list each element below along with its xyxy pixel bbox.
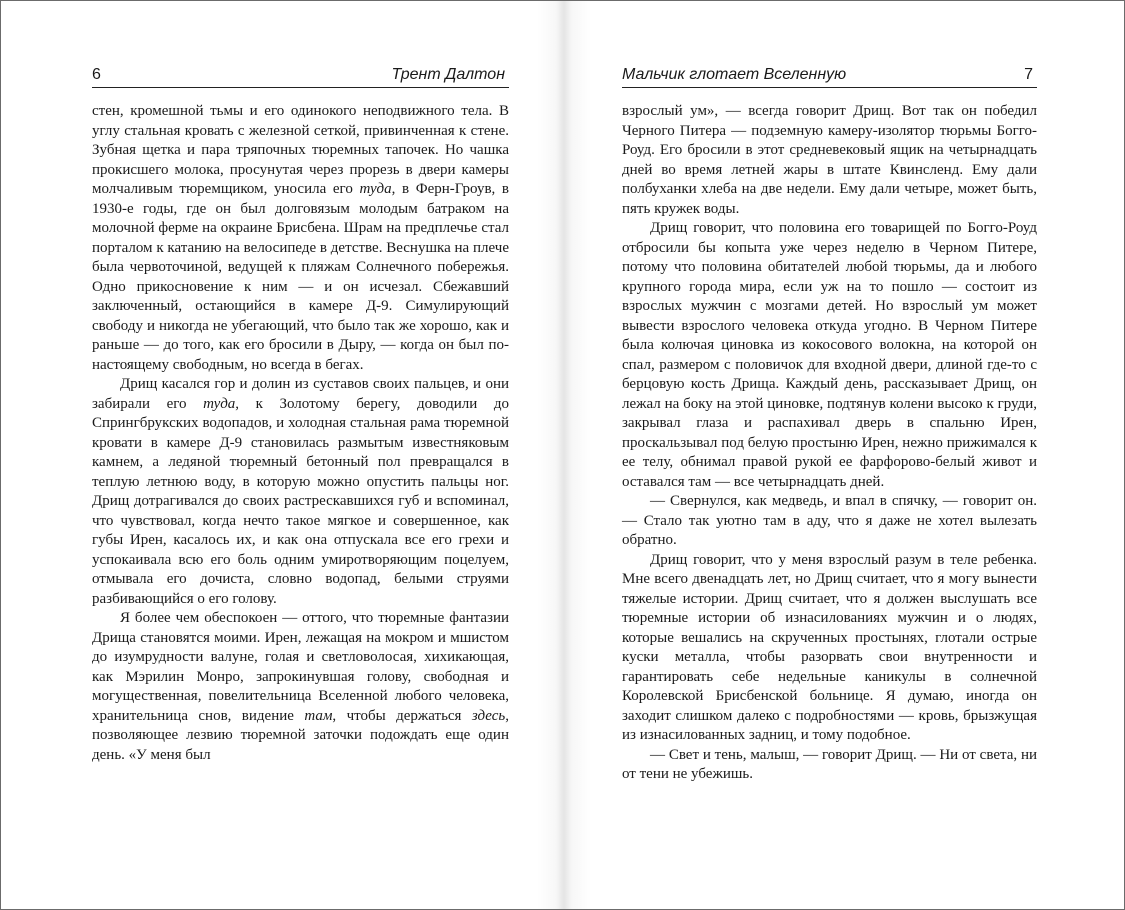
left-page [1, 1, 564, 909]
text-run: Дрищ говорит, что половина его товарищей по Богго-Роуд отбросили бы копыта уже через неделю в Черном Питере, потому что половина обитателей любой тюрьмы, да и любого крупного города мира, если уж на то пошло — состоит из взрослых мужчин с мозгами детей. Но взрослый ум может вывести взрослого человека откуда угодно. В Черном Питере была колючая циновка из кокосового волокна, на которой он спал, размером с половичок для входной двери, длиной где-то с берцовую кость Дрища. Каждый день, рассказывает Дрищ, он лежал на боку на этой циновке, подтянув колени высоко к груди, закрывал глаза и распахивал дверь в спальню Ирен, проскальзывал под белую простыню Ирен, нежно прижимался к ее телу, обнимал правой рукой ее фарфорово-белый живот и оставался там — все четырнадцать дней. [622, 220, 1037, 490]
paragraph [92, 609, 509, 765]
text-run: , к Золотому берегу, доводили до Спрингбрукских водопадов, и холодная стальная рама тюремной кровати в камере Д-9 становилась размытым известняковым камнем, а ледяной тюремный бетонный пол превращался в теплую летнюю воду, в которую можно опустить пальцы ног. Дрищ дотрагивался до своих растрескавшихся губ и вспоминал, что чувствовал, когда нечто такое мягкое и совершенное, как губы Ирен, касалось их, и как она отпускала все его грехи и успокаивала всю его боль одним умиротворяющим поцелуем, отмывала его дочиста, словно водопад, белыми струями разбивающийся о его голову. [92, 395, 509, 607]
text-run: Я более чем обеспокоен — оттого, что тюремные фантазии Дрища становятся моими. Ирен, лежащая на мокром и мшистом до изумрудности валуне, голая и светловолосая, хихикающая, как Мэрилин Монро, запрокинувшая голову, свободная и могущественная, повелительница Вселенной любого человека, хранительница снов, видение [92, 610, 509, 724]
text-run: — Свернулся, как медведь, и впал в спячку, — говорит он. — Стало так уютно там в аду, что я даже не хотел вылезать обратно. [622, 493, 1037, 548]
right-page-number: 7 [1024, 66, 1033, 83]
left-page-text [92, 102, 509, 765]
text-run: — Свет и тень, малыш, — говорит Дрищ. — Ни от света, ни от тени не убежишь. [622, 746, 1037, 782]
paragraph [622, 746, 1037, 785]
paragraph [92, 102, 509, 375]
right-page [564, 1, 1125, 909]
text-run: , чтобы держаться [332, 707, 472, 724]
paragraph [622, 492, 1037, 551]
italic-text: туда [203, 395, 236, 412]
right-page-header [622, 63, 1037, 88]
right-running-title: Мальчик глотает Вселенную [622, 66, 847, 83]
left-running-title: Трент Далтон [391, 66, 505, 83]
left-page-header [92, 63, 509, 88]
paragraph [622, 551, 1037, 746]
text-run: взрослый ум», — всегда говорит Дрищ. Вот так он победил Черного Питера — подземную камеру-изолятор тюрьмы Богго-Роуд. Его бросили в этот средневековый ящик на четырнадцать дней во время летней жары в штате Квинсленд. Ему дали полбуханки хлеба на две недели. Ему дали четыре, может быть, пять кружек воды. [622, 103, 1037, 217]
text-run: Дрищ говорит, что у меня взрослый разум в теле ребенка. Мне всего двенадцать лет, но Дрищ считает, что я могу вынести тяжелые истории. Дрищ считает, что я должен выслушать все тюремные истории об изнасилованиях мужчин и о людях, которые вешались на скрученных простынях, глотали острые куски металла, чтобы разорвать свои внутренности и гарантировать себе недельные каникулы в солнечной Королевской Брисбенской больнице. Я думаю, иногда он заходит слишком далеко с подробностями — кровь, брызжущая из изнасилованных задниц, и тому подобное. [622, 551, 1037, 743]
text-run: , позволяющее лезвию тюремной заточки подождать еще один день. «У меня был [92, 707, 509, 763]
right-page-text [622, 102, 1037, 785]
text-run: , в Ферн-Гроув, в 1930-е годы, где он был долговязым молодым батраком на молочной ферме на окраине Брисбена. Шрам на предплечье стал порталом к катанию на велосипеде в детстве. Веснушка на плече была червоточиной, ведущей к пляжам Солнечного побережья. Одно прикосновение к ним — и он исчезал. Сбежавший заключенный, остающийся в камере Д-9. Симулирующий свободу и никогда не убегающий, что было так же хорошо, как и раньше — до того, как его бросили в Дыру, — когда он был по-настоящему свободным, но всегда в бегах. [92, 181, 510, 373]
italic-text: здесь [471, 707, 506, 724]
text-run: Дрищ касался гор и долин из суставов своих пальцев, и они забирали его [92, 376, 509, 412]
text-run: стен, кромешной тьмы и его одинокого неподвижного тела. В углу стальная кровать с железной сеткой, привинченная к стене. Зубная щетка и пара тряпочных тюремных тапочек. Но чашка прокисшего молока, просунутая через прорезь в двери камеры молчаливым тюремщиком, уносила его [92, 103, 509, 197]
paragraph [622, 219, 1037, 492]
italic-text: там [304, 707, 333, 724]
italic-text: туда [359, 181, 392, 197]
left-page-number: 6 [92, 66, 101, 83]
paragraph [92, 375, 509, 609]
paragraph [622, 102, 1037, 219]
